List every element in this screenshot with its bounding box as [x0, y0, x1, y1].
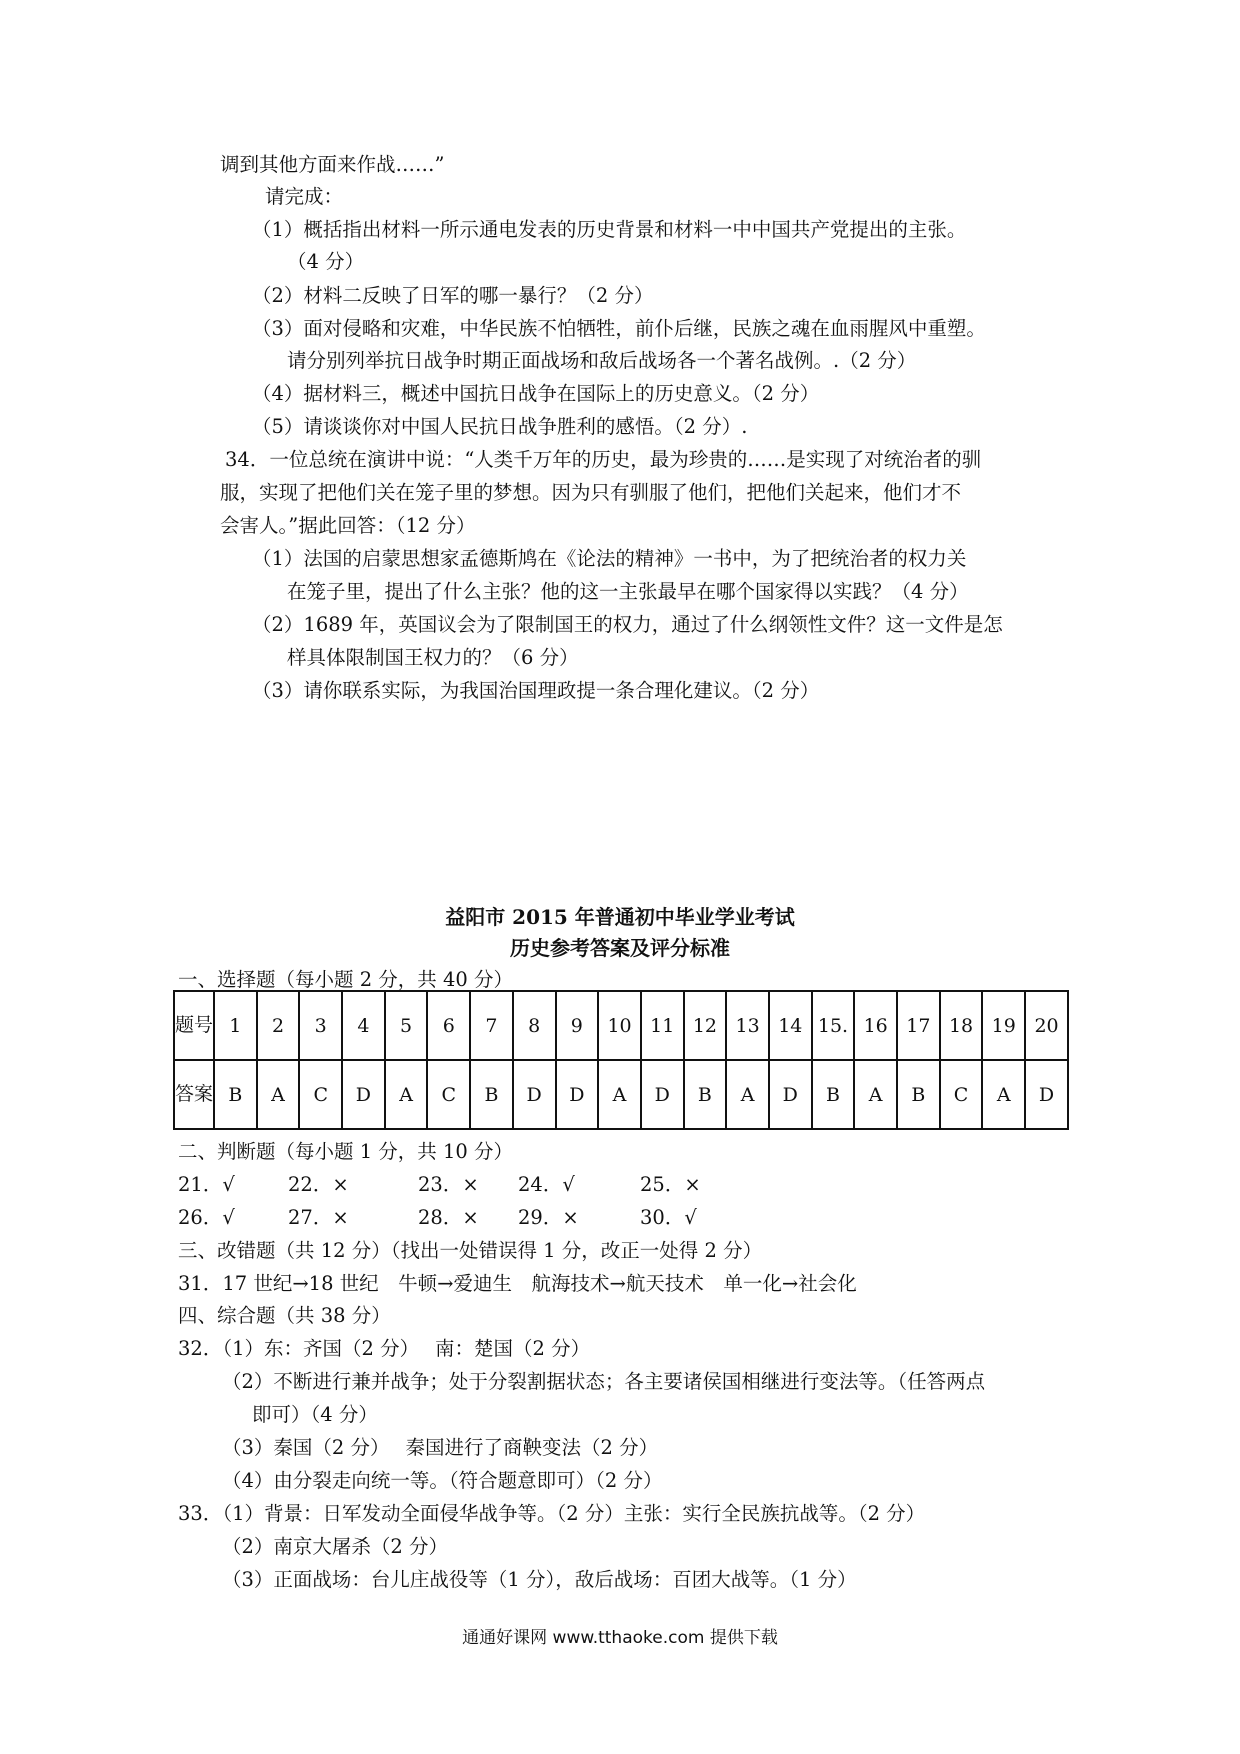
answer-33-part2: （2）南京大屠杀（2 分）: [222, 1535, 449, 1558]
answer-32-part4: （4）由分裂走向统一等。（符合题意即可）（2 分）: [222, 1469, 663, 1492]
answer-33-part3: （3）正面战场：台儿庄战役等（1 分），敌后战场：百团大战等。（1 分）: [222, 1568, 857, 1591]
tf-item: 25．×: [640, 1173, 701, 1196]
tf-item: 26．√: [178, 1206, 235, 1229]
table-cell: 12: [684, 991, 727, 1060]
q34-stem-line1: 34．一位总统在演讲中说：“人类千万年的历史，最为珍贵的……是实现了对统治者的驯: [225, 448, 982, 471]
table-cell: A: [257, 1060, 300, 1129]
tf-item: 30．√: [640, 1206, 697, 1229]
answer-33-part1: 33．（1）背景：日军发动全面侵华战争等。（2 分）主张：实行全民族抗战等。（2 分）: [178, 1502, 926, 1525]
tf-item: 23．×: [418, 1173, 479, 1196]
section-correction: 三、改错题（共 12 分）（找出一处错误得 1 分，改正一处得 2 分）: [178, 1239, 763, 1262]
table-cell: C: [299, 1060, 342, 1129]
table-cell: A: [598, 1060, 641, 1129]
q34-part1-cont: 在笼子里，提出了什么主张？他的这一主张最早在哪个国家得以实践？（4 分）: [287, 580, 969, 603]
q33-part3: （3）面对侵略和灾难，中华民族不怕牺牲，前仆后继，民族之魂在血雨腥风中重塑。: [252, 317, 986, 340]
answer-title: 益阳市 2015 年普通初中毕业学业考试: [445, 905, 795, 929]
table-cell: 1: [214, 991, 257, 1060]
answer-31: 31．17 世纪→18 世纪 牛顿→爱迪生 航海技术→航天技术 单一化→社会化: [178, 1272, 857, 1295]
table-cell: 3: [299, 991, 342, 1060]
table-cell: A: [726, 1060, 769, 1129]
q33-part5: （5）请谈谈你对中国人民抗日战争胜利的感悟。（2 分）.: [252, 415, 748, 438]
table-cell: 8: [513, 991, 556, 1060]
table-cell: 7: [470, 991, 513, 1060]
table-header-answer: 答案: [174, 1060, 214, 1129]
tf-row-2: [178, 1208, 778, 1230]
q33-part1-score: （4 分）: [287, 250, 365, 273]
tf-item: 21．√: [178, 1173, 235, 1196]
answer-32-part2-cont: 即可）（4 分）: [252, 1403, 378, 1426]
table-header-number: 题号: [174, 991, 214, 1060]
q34-part3: （3）请你联系实际，为我国治国理政提一条合理化建议。（2 分）: [252, 679, 820, 702]
table-cell: B: [684, 1060, 727, 1129]
table-cell: A: [385, 1060, 428, 1129]
table-row-answers: [174, 1060, 1068, 1129]
table-cell: B: [812, 1060, 855, 1129]
tf-row-1: [178, 1175, 778, 1197]
table-cell: 5: [385, 991, 428, 1060]
q34-stem-line2: 服，实现了把他们关在笼子里的梦想。因为只有驯服了他们，把他们关起来，他们才不: [220, 481, 962, 504]
tf-item: 24．√: [518, 1173, 575, 1196]
table-cell: 10: [598, 991, 641, 1060]
q34-part1: （1）法国的启蒙思想家孟德斯鸠在《论法的精神》一书中，为了把统治者的权力关: [252, 547, 967, 570]
table-cell: 17: [897, 991, 940, 1060]
table-cell: 14: [769, 991, 812, 1060]
table-cell: 15.: [812, 991, 855, 1060]
question-prompt: 请完成：: [265, 185, 344, 208]
table-cell: D: [556, 1060, 599, 1129]
table-cell: D: [641, 1060, 684, 1129]
table-cell: 16: [854, 991, 897, 1060]
q33-part1: （1）概括指出材料一所示通电发表的历史背景和材料一中中国共产党提出的主张。: [252, 218, 967, 241]
question-text-line: 调到其他方面来作战……”: [220, 153, 445, 176]
tf-item: 22．×: [288, 1173, 349, 1196]
answer-32-part3: （3）秦国（2 分） 秦国进行了商鞅变法（2 分）: [222, 1436, 659, 1459]
q34-part2-cont: 样具体限制国王权力的？（6 分）: [287, 646, 579, 669]
tf-item: 29．×: [518, 1206, 579, 1229]
table-cell: 2: [257, 991, 300, 1060]
q33-part2: （2）材料二反映了日军的哪一暴行？（2 分）: [252, 284, 654, 307]
q34-part2: （2）1689 年，英国议会为了限制国王的权力，通过了什么纲领性文件？这一文件是怎: [252, 613, 1003, 636]
table-cell: C: [940, 1060, 983, 1129]
answer-table: [173, 990, 1069, 1130]
table-cell: 9: [556, 991, 599, 1060]
table-cell: 13: [726, 991, 769, 1060]
table-cell: D: [769, 1060, 812, 1129]
section-true-false: 二、判断题（每小题 1 分，共 10 分）: [178, 1140, 514, 1163]
table-cell: 18: [940, 991, 983, 1060]
table-cell: B: [214, 1060, 257, 1129]
q33-part3-cont: 请分别列举抗日战争时期正面战场和敌后战场各一个著名战例。.（2 分）: [287, 349, 917, 372]
table-row-numbers: [174, 991, 1068, 1060]
table-cell: D: [1025, 1060, 1068, 1129]
table-cell: 6: [427, 991, 470, 1060]
table-cell: D: [342, 1060, 385, 1129]
table-cell: C: [427, 1060, 470, 1129]
table-cell: 11: [641, 991, 684, 1060]
answer-32-part2: （2）不断进行兼并战争；处于分裂割据状态；各主要诸侯国相继进行变法等。（任答两点: [222, 1370, 986, 1393]
answer-32-part1: 32．（1）东：齐国（2 分） 南：楚国（2 分）: [178, 1337, 591, 1360]
q33-part4: （4）据材料三，概述中国抗日战争在国际上的历史意义。（2 分）: [252, 382, 820, 405]
table-cell: 4: [342, 991, 385, 1060]
page-footer: 通通好课网 www.tthaoke.com 提供下载: [462, 1628, 778, 1648]
tf-item: 28．×: [418, 1206, 479, 1229]
table-cell: 20: [1025, 991, 1068, 1060]
table-cell: B: [470, 1060, 513, 1129]
section-comprehensive: 四、综合题（共 38 分）: [178, 1304, 391, 1327]
answer-subtitle: 历史参考答案及评分标准: [510, 936, 730, 960]
section-multiple-choice: 一、选择题（每小题 2 分，共 40 分）: [178, 968, 514, 991]
table-cell: B: [897, 1060, 940, 1129]
table-cell: A: [854, 1060, 897, 1129]
table-cell: D: [513, 1060, 556, 1129]
table-cell: 19: [982, 991, 1025, 1060]
q34-stem-line3: 会害人。”据此回答：（12 分）: [220, 514, 476, 537]
table-cell: A: [982, 1060, 1025, 1129]
tf-item: 27．×: [288, 1206, 349, 1229]
